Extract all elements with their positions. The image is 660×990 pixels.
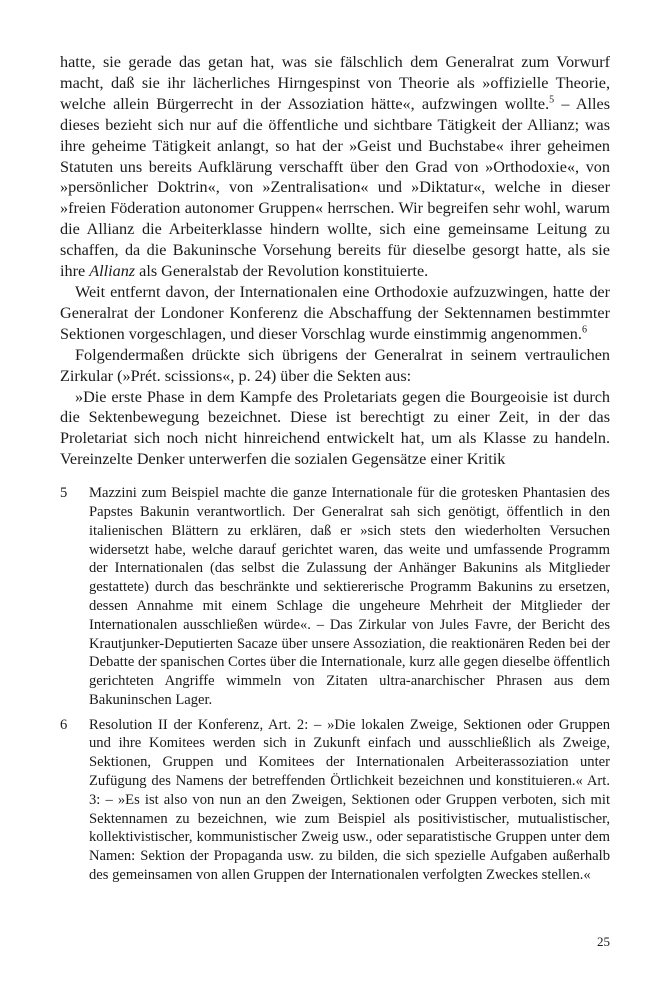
paragraph-text: hatte, sie gerade das getan hat, was sie fälschlich dem Generalrat zum Vorwurf macht, daß sie ihr lächerliches Hirngespinst von Theorie als »offizielle Theorie, welche allein Bürgerrecht in der Assoziation hätte«, aufzwingen wollte.: [60, 53, 610, 113]
paragraph-2: [60, 282, 610, 345]
footnote-text: Mazzini zum Beispiel machte die ganze Internationale für die grotesken Phantasien des Papstes Bakunin verantwortlich. Der Generalrat sah sich genötigt, öffentlich in den italienischen Blättern zu erklären, daß er »sich stets den wiederholten Versuchen widersetzt habe, welche darauf gerichtet waren, das weite und umfassende Programm der Internationalen (das selbst die Zulassung der Anhänger Bakunins als Mitglieder gestattete) durch das beschränkte und sektiererische Programm Bakunins zu ersetzen, dessen Annahme mit einem Schlage die ungeheure Mehrheit der Mitglieder der Internationalen ausschließen würde«. – Das Zirkular von Jules Favre, der Bericht des Krautjunker-Deputierten Sacaze über unsere Assoziation, die reaktionären Reden bei der Debatte der spanischen Cortes über die Internationale, kurz alle gegen dieselbe öffentlich gerichteten Angriffe wimmeln von Zitaten ultra-anarchischer Phrasen aus dem Bakuninschen Lager.: [89, 485, 610, 708]
footnote-6: [60, 716, 610, 885]
paragraph-text: – Alles dieses bezieht sich nur auf die öffentliche und sichtbare Tätigkeit der Allianz; was ihre geheime Tätigkeit anlangt, so hat der »Geist und Buchstabe« ihrer geheimen Statuten uns bereits Aufklärung verschafft über den Grad von »Orthodoxie«, von »persönlicher Doktrin«, von »Zentralisation« und »Diktatur«, welche in dieser »freien Föderation autonomer Gruppen« herrschen. Wir begreifen sehr wohl, warum die Allianz die Arbeiterklasse hindern wollte, sich eine gemeinsame Leitung zu schaffen, da die Bakuninsche Vorsehung bereits für dieselbe gesorgt hatte, als sie ihre: [60, 94, 610, 281]
paragraph-text: Folgendermaßen drückte sich übrigens der Generalrat in seinem vertraulichen Zirkular (»Prét. scissions«, p. 24) über die Sekten aus:: [60, 345, 610, 385]
paragraph-3: [60, 345, 610, 387]
footnote-number: 6: [60, 716, 68, 733]
paragraph-text: »Die erste Phase in dem Kampfe des Proletariats gegen die Bourgeoisie ist durch die Sektenbewegung bezeichnet. Diese ist berechtigt zu einer Zeit, in der das Proletariat sich noch nicht hinreichend entwickelt hat, um als Klasse zu handeln. Vereinzelte Denker unterwerfen die sozialen Gegensätze einer Kritik: [60, 387, 610, 469]
page-number: 25: [597, 934, 610, 949]
footnote-text: Resolution II der Konferenz, Art. 2: – »Die lokalen Zweige, Sektionen oder Gruppen und ihre Komitees werden sich in Zukunft einfach und ausschließlich als Zweige, Sektionen, Gruppen und Komitees der Internationalen Arbeiterassoziation unter Zufügung des Namens der betreffenden Örtlichkeit bezeichnen und konstituieren.« Art. 3: – »Es ist also von nun an den Zweigen, Sektionen oder Gruppen verboten, sich mit Sektennamen zu bezeichnen, wie zum Beispiel als positivistischer, mutualistischer, kollektivistischer, kommunistischer Zweig usw., oder separatistische Gruppen unter dem Namen: Sektion der Propaganda usw. zu bilden, die sich spezielle Aufgaben außerhalb des gemeinsamen von allen Gruppen der Internationalen verfolgten Zweckes stellen.«: [89, 716, 610, 884]
footnote-ref-5[interactable]: 5: [549, 94, 555, 106]
paragraph-1: [60, 52, 610, 282]
footnote-5: [60, 484, 610, 710]
footnote-ref-6[interactable]: 6: [581, 324, 587, 336]
footnotes: [60, 484, 610, 885]
page-content: [60, 52, 610, 891]
paragraph-4: [60, 387, 610, 471]
paragraph-text: als Generalstab der Revolution konstituierte.: [135, 262, 429, 281]
italic-term: Allianz: [89, 262, 136, 281]
paragraph-text: Weit entfernt davon, der Internationalen eine Orthodoxie aufzuzwingen, hatte der Generalrat der Londoner Konferenz die Abschaffung der Sektennamen bestimmter Sektionen vorgeschlagen, und dieser Vorschlag wurde einstimmig angenommen.: [60, 282, 610, 343]
footnote-number: 5: [60, 485, 68, 502]
body-text: [60, 52, 610, 470]
